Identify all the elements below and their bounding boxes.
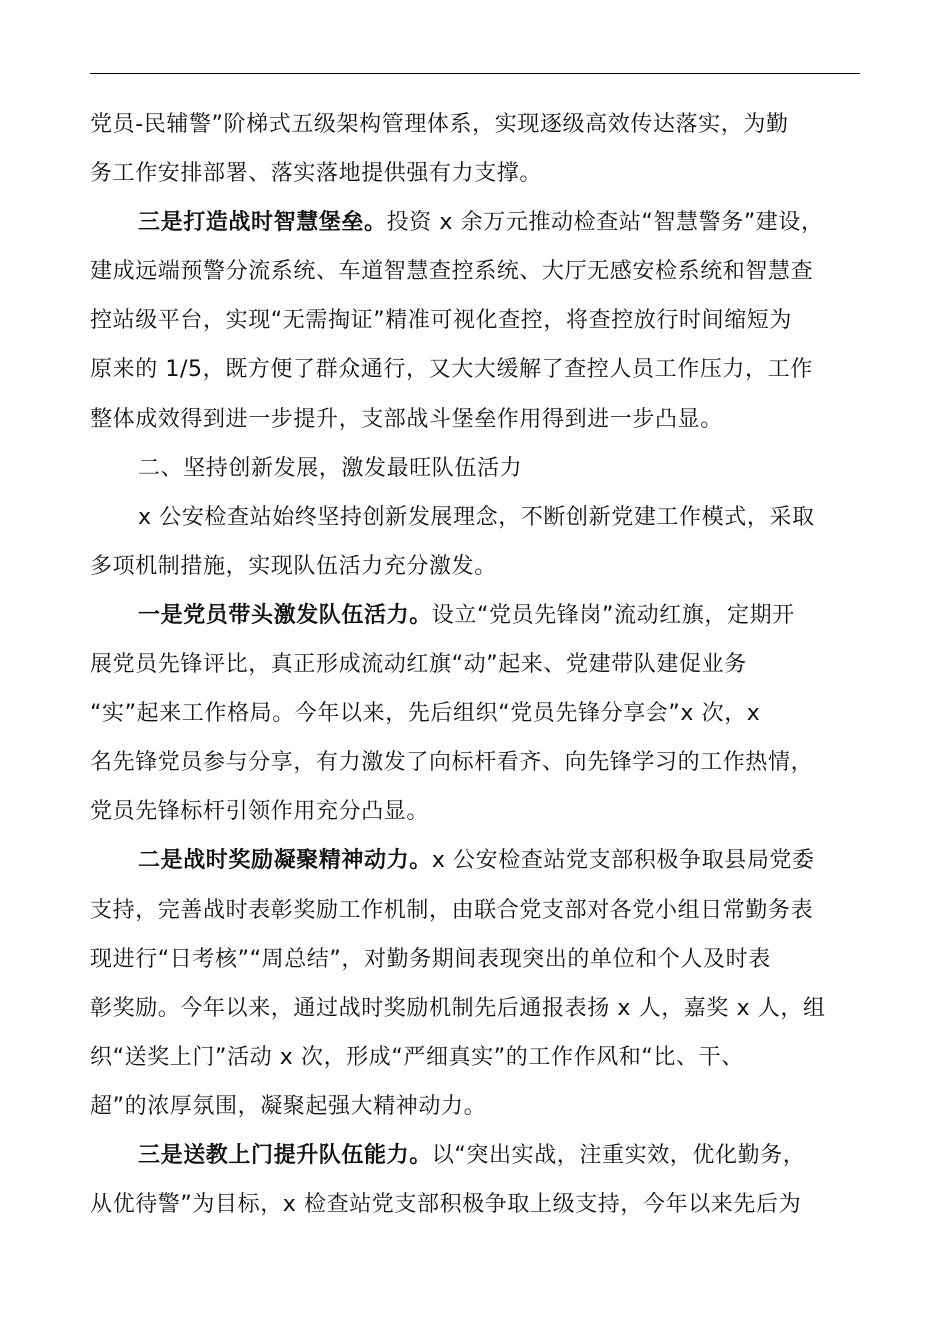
- text-line: [90, 689, 862, 738]
- body-text-run: 名先锋党员参与分享，有力激发了向标杆看齐、向先锋学习的工作热情，: [90, 750, 814, 776]
- body-text-run: 原来的 1/5，既方便了群众通行，又大大缓解了查控人员工作压力，工作: [90, 357, 813, 383]
- body-text-run: x 公安检查站始终坚持创新发展理念，不断创新党建工作模式，采取: [138, 504, 815, 530]
- text-line: [90, 296, 862, 345]
- document-body: [90, 100, 862, 1229]
- header-rule: [90, 73, 860, 74]
- text-line: [90, 984, 862, 1033]
- bold-heading-text: 三是打造战时智慧堡垒。: [138, 210, 387, 236]
- text-line: [90, 935, 862, 984]
- body-text-run: 织“送奖上门”活动 x 次，形成“严细真实”的工作作风和“比、干、: [90, 1044, 744, 1070]
- body-text-run: 整体成效得到进一步提升，支部战斗堡垒作用得到进一步凸显。: [90, 406, 723, 432]
- body-text-run: 务工作安排部署、落实落地提供强有力支撑。: [90, 161, 543, 187]
- body-text-run: 二、坚持创新发展，激发最旺队伍活力: [138, 455, 523, 481]
- body-text-run: 党员先锋标杆引领作用充分凸显。: [90, 799, 430, 825]
- body-text-run: 彰奖励。今年以来，通过战时奖励机制先后通报表扬 x 人，嘉奖 x 人，组: [90, 995, 826, 1021]
- text-line: [90, 640, 862, 689]
- text-line: [90, 738, 862, 787]
- text-line: [90, 100, 862, 149]
- text-line: [90, 1180, 862, 1229]
- text-line: [90, 886, 862, 935]
- body-text-run: 党员-民辅警”阶梯式五级架构管理体系，实现逐级高效传达落实，为勤: [90, 112, 789, 137]
- body-text-run: 超”的浓厚氛围，凝聚起强大精神动力。: [90, 1093, 487, 1119]
- text-line: [90, 787, 862, 836]
- body-text-run: “实”起来工作格局。今年以来，先后组织“党员先锋分享会”x 次，x: [90, 701, 761, 727]
- text-line: [90, 149, 862, 198]
- body-text-run: 支持，完善战时表彰奖励工作机制，由联合党支部对各党小组日常勤务表: [90, 897, 814, 923]
- text-line: [90, 395, 862, 444]
- bold-heading-text: 三是送教上门提升队伍能力。: [138, 1142, 432, 1168]
- text-line: [90, 1131, 862, 1180]
- body-text-run: 控站级平台，实现“无需掏证”精准可视化查控，将查控放行时间缩短为: [90, 308, 792, 334]
- body-text-run: 展党员先锋评比，真正形成流动红旗“动”起来、党建带队建促业务: [90, 652, 747, 678]
- text-line: [90, 591, 862, 640]
- text-line: [90, 247, 862, 296]
- body-text-run: 多项机制措施，实现队伍活力充分激发。: [90, 553, 497, 579]
- text-line: [90, 444, 862, 493]
- text-line: [90, 836, 862, 885]
- body-text-run: 建成远端预警分流系统、车道智慧查控系统、大厅无感安检系统和智慧查: [90, 259, 814, 285]
- bold-heading-text: 一是党员带头激发队伍活力。: [138, 602, 432, 628]
- body-text-run: 投资 x 余万元推动检查站“智慧警务”建设，: [386, 210, 824, 236]
- text-line: [90, 198, 862, 247]
- body-text-run: 设立“党员先锋岗”流动红旗，定期开: [431, 602, 795, 628]
- text-line: [90, 542, 862, 591]
- body-text-run: 从优待警”为目标，x 检查站党支部积极争取上级支持，今年以来先后为: [90, 1192, 802, 1218]
- body-text-run: 现进行“日考核”“周总结”，对勤务期间表现突出的单位和个人及时表: [90, 946, 771, 972]
- text-line: [90, 345, 862, 394]
- body-text-run: 以“突出实战，注重实效，优化勤务，: [431, 1142, 806, 1168]
- text-line: [90, 1033, 862, 1082]
- body-text-run: x 公安检查站党支部积极争取县局党委: [431, 848, 815, 874]
- text-line: [90, 1082, 862, 1131]
- bold-heading-text: 二是战时奖励凝聚精神动力。: [138, 848, 432, 874]
- text-line: [90, 493, 862, 542]
